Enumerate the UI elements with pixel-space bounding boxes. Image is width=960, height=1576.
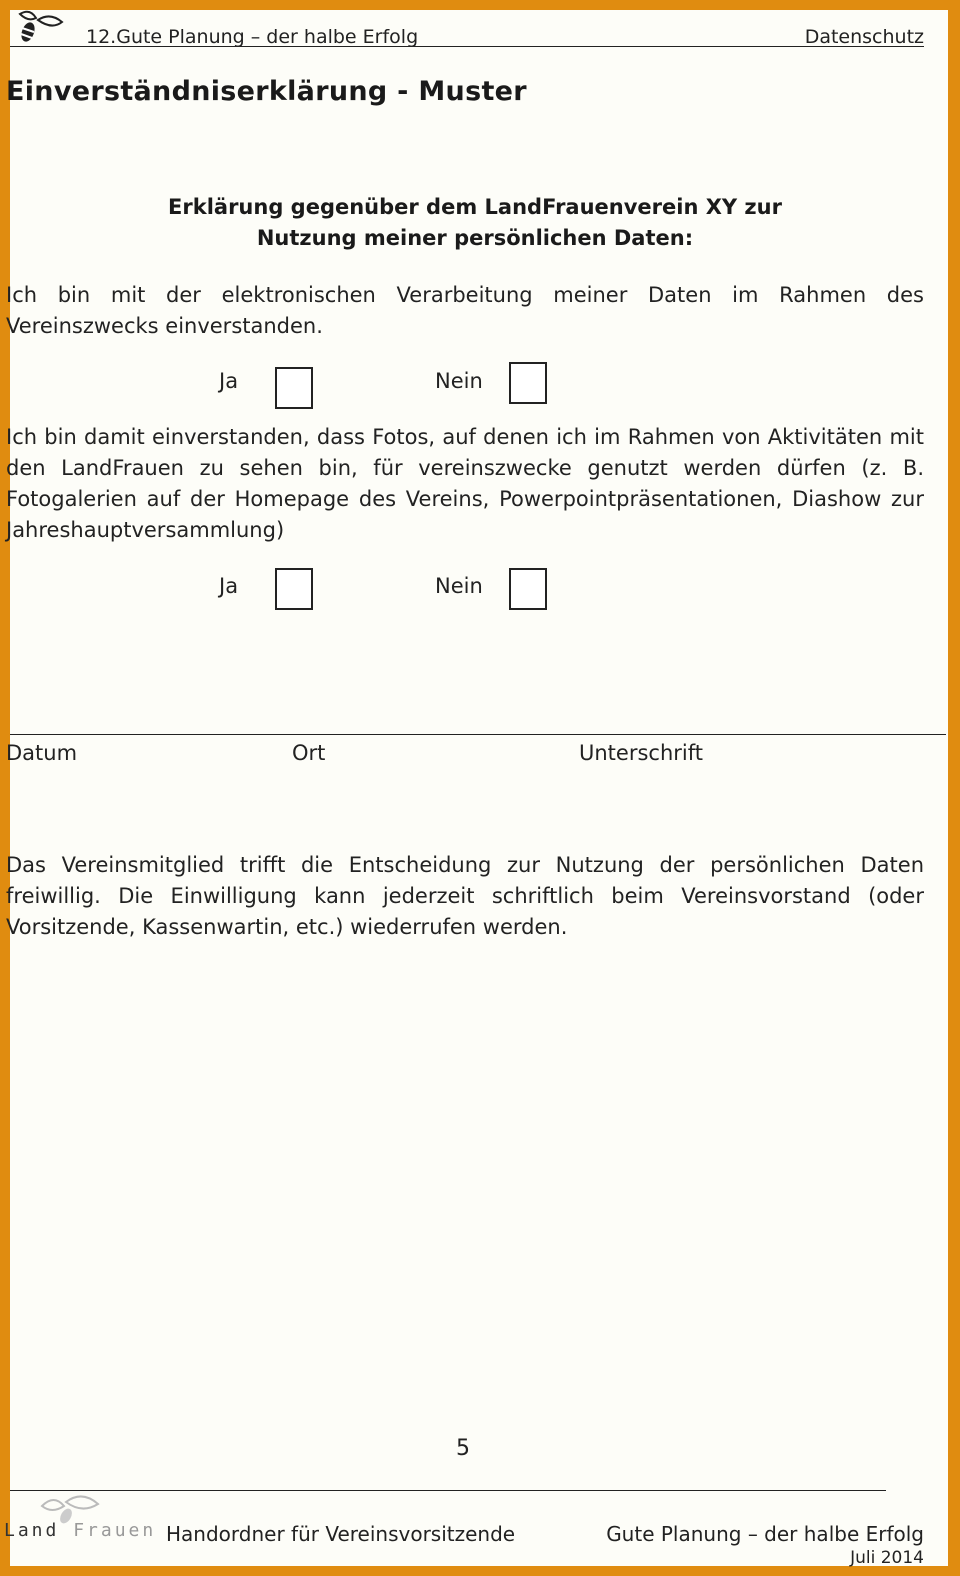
footer-chapter: Gute Planung – der halbe Erfolg [606,1522,924,1546]
signature-date-label: Datum [6,741,78,765]
footer-rule [10,1490,886,1491]
consent-2-yes-checkbox[interactable] [275,568,313,610]
signature-place-label: Ort [292,741,326,765]
bee-logo-icon [12,8,68,48]
footer-date: Juli 2014 [850,1548,924,1568]
signature-rule [10,734,946,735]
consent-2-yes-label: Ja [219,574,239,598]
header-section: Datenschutz [804,26,924,48]
logo-word-land: Land [4,1520,60,1541]
consent-1-yes-checkbox[interactable] [275,367,313,409]
consent-2-text: Ich bin damit einverstanden, dass Fotos, auf denen ich im Rahmen von Aktivitäten mit den LandFrauen zu sehen bin, für vereinszwecke genutzt werden dürfen (z. B. Fotogalerien auf der Homepage des Vereins, Powerpointpräsentationen, Diashow zur Jahreshauptversammlung) [6,425,924,542]
page-title: Einverständniserklärung - Muster [6,76,527,107]
withdrawal-note: Das Vereinsmitglied trifft die Entscheidung zur Nutzung der persönlichen Daten freiwillig. Die Einwilligung kann jederzeit schriftlich beim Vereinsvorstand (oder Vorsitzende, Kassenwartin, etc.) wiederrufen werden. [6,853,924,939]
consent-1-no-label: Nein [435,369,483,393]
consent-2-no-label: Nein [435,574,483,598]
footer-logo-text [4,1520,156,1541]
logo-word-frauen: Frauen [73,1520,157,1541]
signature-signature-label: Unterschrift [579,741,703,765]
subtitle-line-1: Erklärung gegenüber dem LandFrauenverein XY zur [168,195,782,219]
page-number: 5 [456,1436,470,1461]
header-rule [10,46,924,47]
subtitle-line-2: Nutzung meiner persönlichen Daten: [256,226,694,250]
consent-1-no-checkbox[interactable] [509,362,547,404]
consent-1-text: Ich bin mit der elektronischen Verarbeitung meiner Daten im Rahmen des Vereinszwecks einverstanden. [6,283,924,338]
consent-1-yes-label: Ja [219,369,239,393]
footer-handbook: Handordner für Vereinsvorsitzende [166,1522,516,1546]
consent-2-no-checkbox[interactable] [509,568,547,610]
header-chapter: 12.Gute Planung – der halbe Erfolg [86,26,419,48]
